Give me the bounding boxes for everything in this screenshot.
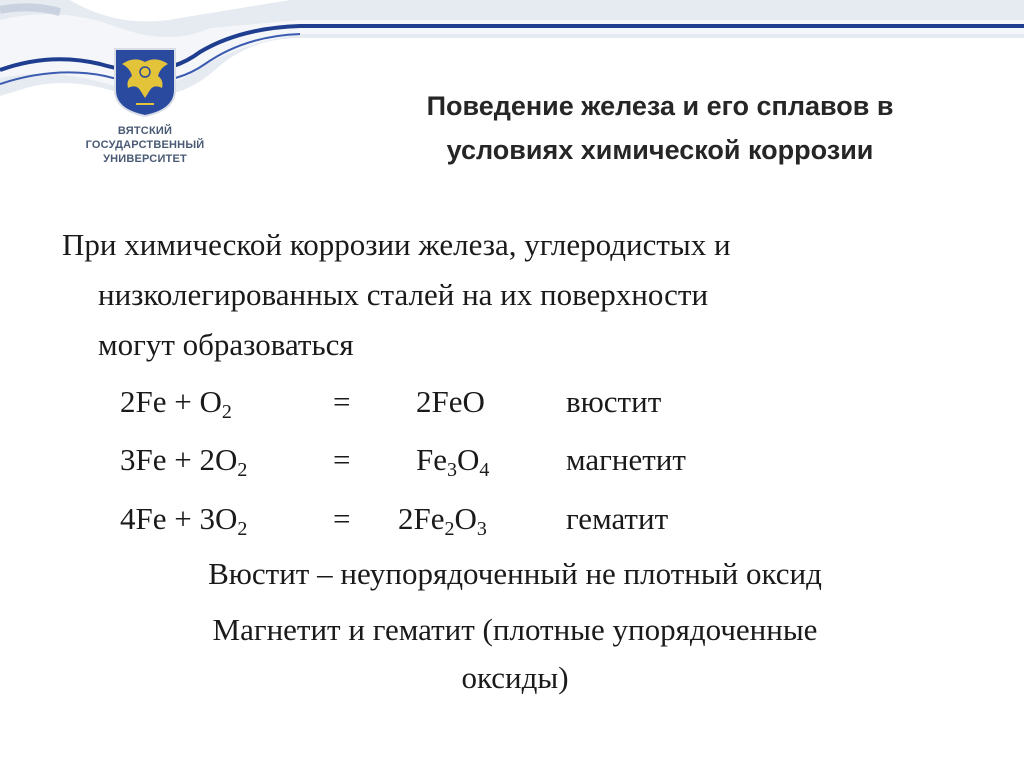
- university-name-line3: УНИВЕРСИТЕТ: [103, 153, 187, 165]
- reaction-1-equals: =: [333, 384, 351, 419]
- reaction-3-mineral: гематит: [566, 501, 669, 536]
- reaction-3-equals: =: [333, 501, 351, 536]
- reaction-1-product: 2FeO: [416, 384, 485, 419]
- reaction-2-product: $Fe_3O_4$: [416, 442, 490, 481]
- intro-line3: могут образоваться: [98, 327, 354, 362]
- reaction-3-reactant-subscript: 2: [237, 518, 248, 540]
- reaction-3-product: $2Fe_2O_3$: [398, 501, 487, 540]
- university-name-line2: ГОСУДАРСТВЕННЫЙ: [85, 139, 205, 151]
- reaction-2-mineral: магнетит: [566, 442, 686, 477]
- university-name: [70, 124, 220, 166]
- university-name-line1: ВЯТСКИЙ: [117, 125, 173, 137]
- intro-line2: низколегированных сталей на их поверхности: [98, 277, 709, 312]
- reaction-3-left: [120, 499, 247, 539]
- note-line2: оксиды): [461, 660, 569, 695]
- slide-title: [300, 84, 1020, 172]
- university-emblem-icon: [112, 46, 178, 118]
- reaction-1-left: [120, 382, 232, 422]
- intro-line1: При химической коррозии железа, углеродистых и: [62, 227, 731, 262]
- note-wustite: Вюстит – неупорядоченный не плотный оксид: [208, 556, 822, 591]
- reaction-1-reactant-subscript: 2: [221, 401, 232, 423]
- note-line1: Магнетит и гематит (плотные упорядоченные: [212, 612, 818, 647]
- reaction-2-reactant-subscript: 2: [237, 459, 248, 481]
- slide-title-line1: Поведение железа и его сплавов в: [426, 91, 894, 121]
- reaction-1-reactants: 2Fe + O: [120, 384, 222, 419]
- reaction-1-mineral: вюстит: [566, 384, 662, 419]
- reaction-3-reactants: 4Fe + 3O: [120, 501, 238, 536]
- reaction-2-left: [120, 440, 247, 480]
- intro-paragraph: [62, 220, 962, 370]
- reaction-2-reactants: 3Fe + 2O: [120, 442, 238, 477]
- slide-title-line2: условиях химической коррозии: [446, 135, 874, 165]
- reaction-2-equals: =: [333, 442, 351, 477]
- note-magnetite-hematite: [60, 606, 970, 702]
